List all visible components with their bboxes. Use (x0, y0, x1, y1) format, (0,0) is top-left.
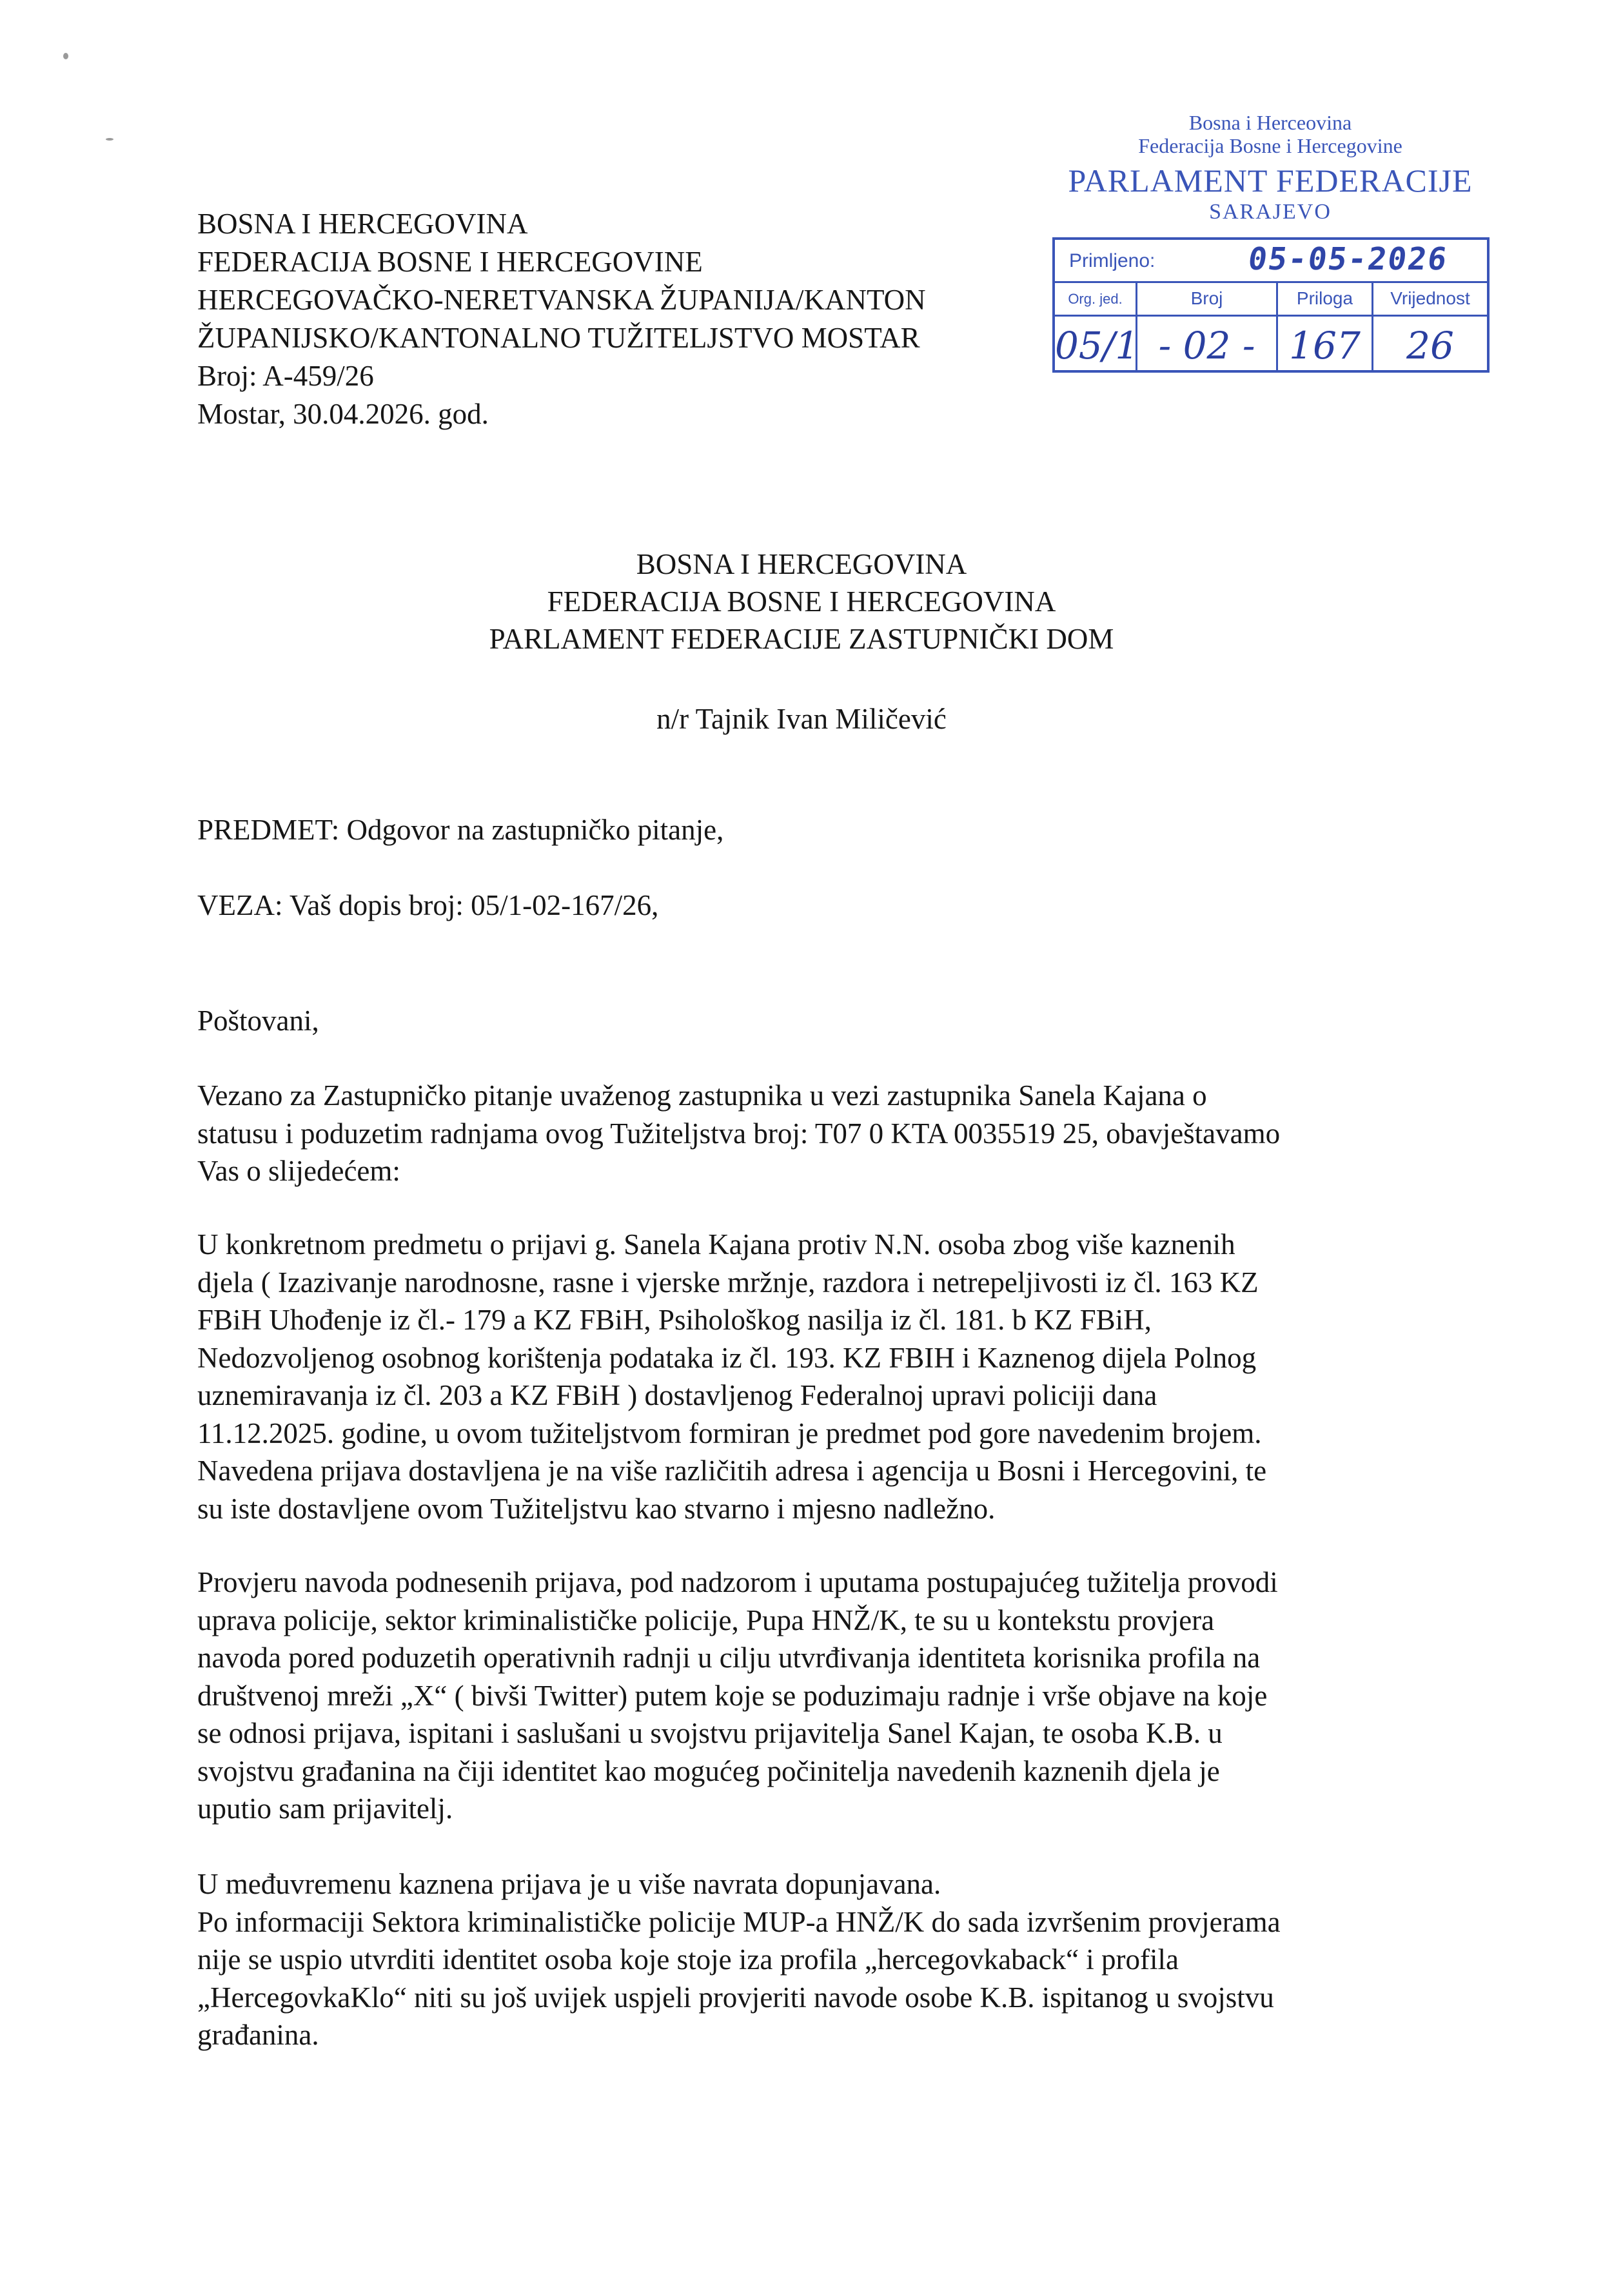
recipient-federation: FEDERACIJA BOSNE I HERCEGOVINA (547, 585, 1056, 618)
stamp-value-org-unit: 05/1 (1055, 324, 1139, 368)
recipient-attention: n/r Tajnik Ivan Miličević (656, 703, 947, 735)
paragraph-line: uprava policije, sektor kriminalističke policije, Pupa HNŽ/K, te su u kontekstu provjera (197, 1604, 1215, 1636)
paragraph-line: građanina. (197, 2019, 319, 2051)
paragraph-line: U međuvremenu kaznena prijava je u više navrata dopunjavana. (197, 1868, 941, 1900)
stamp-received-row (1055, 240, 1487, 283)
stamp-value-attachments: 167 (1289, 324, 1361, 368)
stamp-value-row (1055, 315, 1487, 370)
stamp-value-number: - 02 - (1158, 324, 1255, 368)
sender-country: BOSNA I HERCEGOVINA (197, 208, 528, 240)
sender-federation: FEDERACIJA BOSNE I HERCEGOVINE (197, 246, 703, 278)
paragraph-line: Po informaciji Sektora kriminalističke policije MUP-a HNŽ/K do sada izvršenim provjerama (197, 1905, 1281, 1938)
margin-speck (106, 138, 113, 141)
reference-line: VEZA: Vaš dopis broj: 05/1-02-167/26, (197, 889, 659, 921)
paragraph-line: nije se uspio utvrditi identitet osoba koje stoje iza profila „hercegovkaback“ i profila (197, 1943, 1179, 1976)
document-date: Mostar, 30.04.2026. god. (197, 398, 489, 430)
body-paragraph-4 (197, 1865, 1281, 2054)
paragraph-line: FBiH Uhođenje iz čl.- 179 a KZ FBiH, Psihološkog nasilja iz čl. 181. b KZ FBiH, (197, 1304, 1152, 1336)
stamp-parliament: PARLAMENT FEDERACIJE (1068, 162, 1473, 199)
paragraph-line: „HercegovkaKlo“ niti su još uvijek uspjeli provjeriti navode osobe K.B. ispitanog u svojstvu (197, 1981, 1274, 2014)
sender-office: ŽUPANIJSKO/KANTONALNO TUŽITELJSTVO MOSTAR (197, 322, 920, 354)
paragraph-line: navoda pored poduzetih operativnih radnji u cilju utvrđivanja identiteta korisnika profila na (197, 1642, 1261, 1674)
body-paragraph-3 (197, 1564, 1278, 1828)
paragraph-line: Nedozvoljenog osobnog korištenja podataka iz čl. 193. KZ FBIH i Kaznenog dijela Polnog (197, 1341, 1257, 1374)
paragraph-line: se odnosi prijava, ispitani i saslušani u svojstvu prijavitelja Sanel Kajan, te osoba K.B. u (197, 1717, 1223, 1749)
sender-block (197, 205, 926, 433)
subject-line: PREDMET: Odgovor na zastupničko pitanje, (197, 814, 724, 846)
stamp-column-number: Broj (1190, 288, 1223, 308)
paragraph-line: uputio sam prijavitelj. (197, 1792, 453, 1825)
stamp-column-org-unit: Org. jed. (1068, 291, 1123, 307)
paragraph-line: djela ( Izazivanje narodnosne, rasne i vjerske mržnje, razdora i netrepeljivosti iz čl. 163 KZ (197, 1266, 1259, 1299)
stamp-column-attachments: Priloga (1296, 288, 1353, 308)
stamp-column-value: Vrijednost (1390, 288, 1470, 308)
paragraph-line: U konkretnom predmetu o prijavi g. Sanela Kajana protiv N.N. osoba zbog više kaznenih (197, 1228, 1235, 1261)
paragraph-line: društvenoj mreži „X“ ( bivši Twitter) putem koje se poduzimaju radnje i vrše objave na koje (197, 1679, 1268, 1712)
paragraph-line: Provjeru navoda podnesenih prijava, pod nadzorom i uputama postupajućeg tužitelja provodi (197, 1566, 1278, 1598)
paragraph-line: Vas o slijedećem: (197, 1155, 400, 1187)
recipient-house: PARLAMENT FEDERACIJE ZASTUPNIČKI DOM (489, 623, 1114, 655)
paragraph-line: svojstvu građanina na čiji identitet kao mogućeg počinitelja navedenih kaznenih djela je (197, 1754, 1220, 1787)
paragraph-line: 11.12.2025. godine, u ovom tužiteljstvom formiran je predmet pod gore navedenim brojem. (197, 1417, 1262, 1449)
recipient-block (0, 545, 1603, 658)
stamp-received-label: Primljeno: (1069, 250, 1156, 271)
stamp-received-date: 05-05-2026 (1246, 241, 1450, 277)
body-paragraph-2 (197, 1226, 1266, 1527)
salutation: Poštovani, (197, 1005, 319, 1037)
margin-speck (63, 53, 68, 59)
sender-canton: HERCEGOVAČKO-NERETVANSKA ŽUPANIJA/KANTON (197, 284, 926, 316)
document-number: Broj: A-459/26 (197, 360, 374, 392)
paragraph-line: Vezano za Zastupničko pitanje uvaženog zastupnika u vezi zastupnika Sanela Kajana o (197, 1079, 1207, 1112)
paragraph-line: Navedena prijava dostavljena je na više različitih adresa i agencija u Bosni i Hercegovini, te (197, 1455, 1267, 1487)
body-paragraph-1 (197, 1077, 1280, 1190)
recipient-country: BOSNA I HERCEGOVINA (636, 548, 967, 580)
stamp-federation: Federacija Bosne i Hercegovine (1138, 134, 1402, 157)
paragraph-line: statusu i poduzetim radnjama ovog Tužiteljstva broj: T07 0 KTA 0035519 25, obavještavamo (197, 1117, 1281, 1150)
stamp-header-row (1055, 281, 1487, 317)
paragraph-line: su iste dostavljene ovom Tužiteljstvu kao stvarno i mjesno nadležno. (197, 1492, 996, 1525)
stamp-country: Bosna i Herceovina (1188, 111, 1352, 134)
reception-stamp-box (1052, 237, 1490, 373)
stamp-value-value: 26 (1406, 324, 1454, 368)
stamp-city: SARAJEVO (1209, 200, 1332, 224)
paragraph-line: uznemiravanja iz čl. 203 a KZ FBiH ) dostavljenog Federalnoj upravi policiji dana (197, 1379, 1157, 1411)
